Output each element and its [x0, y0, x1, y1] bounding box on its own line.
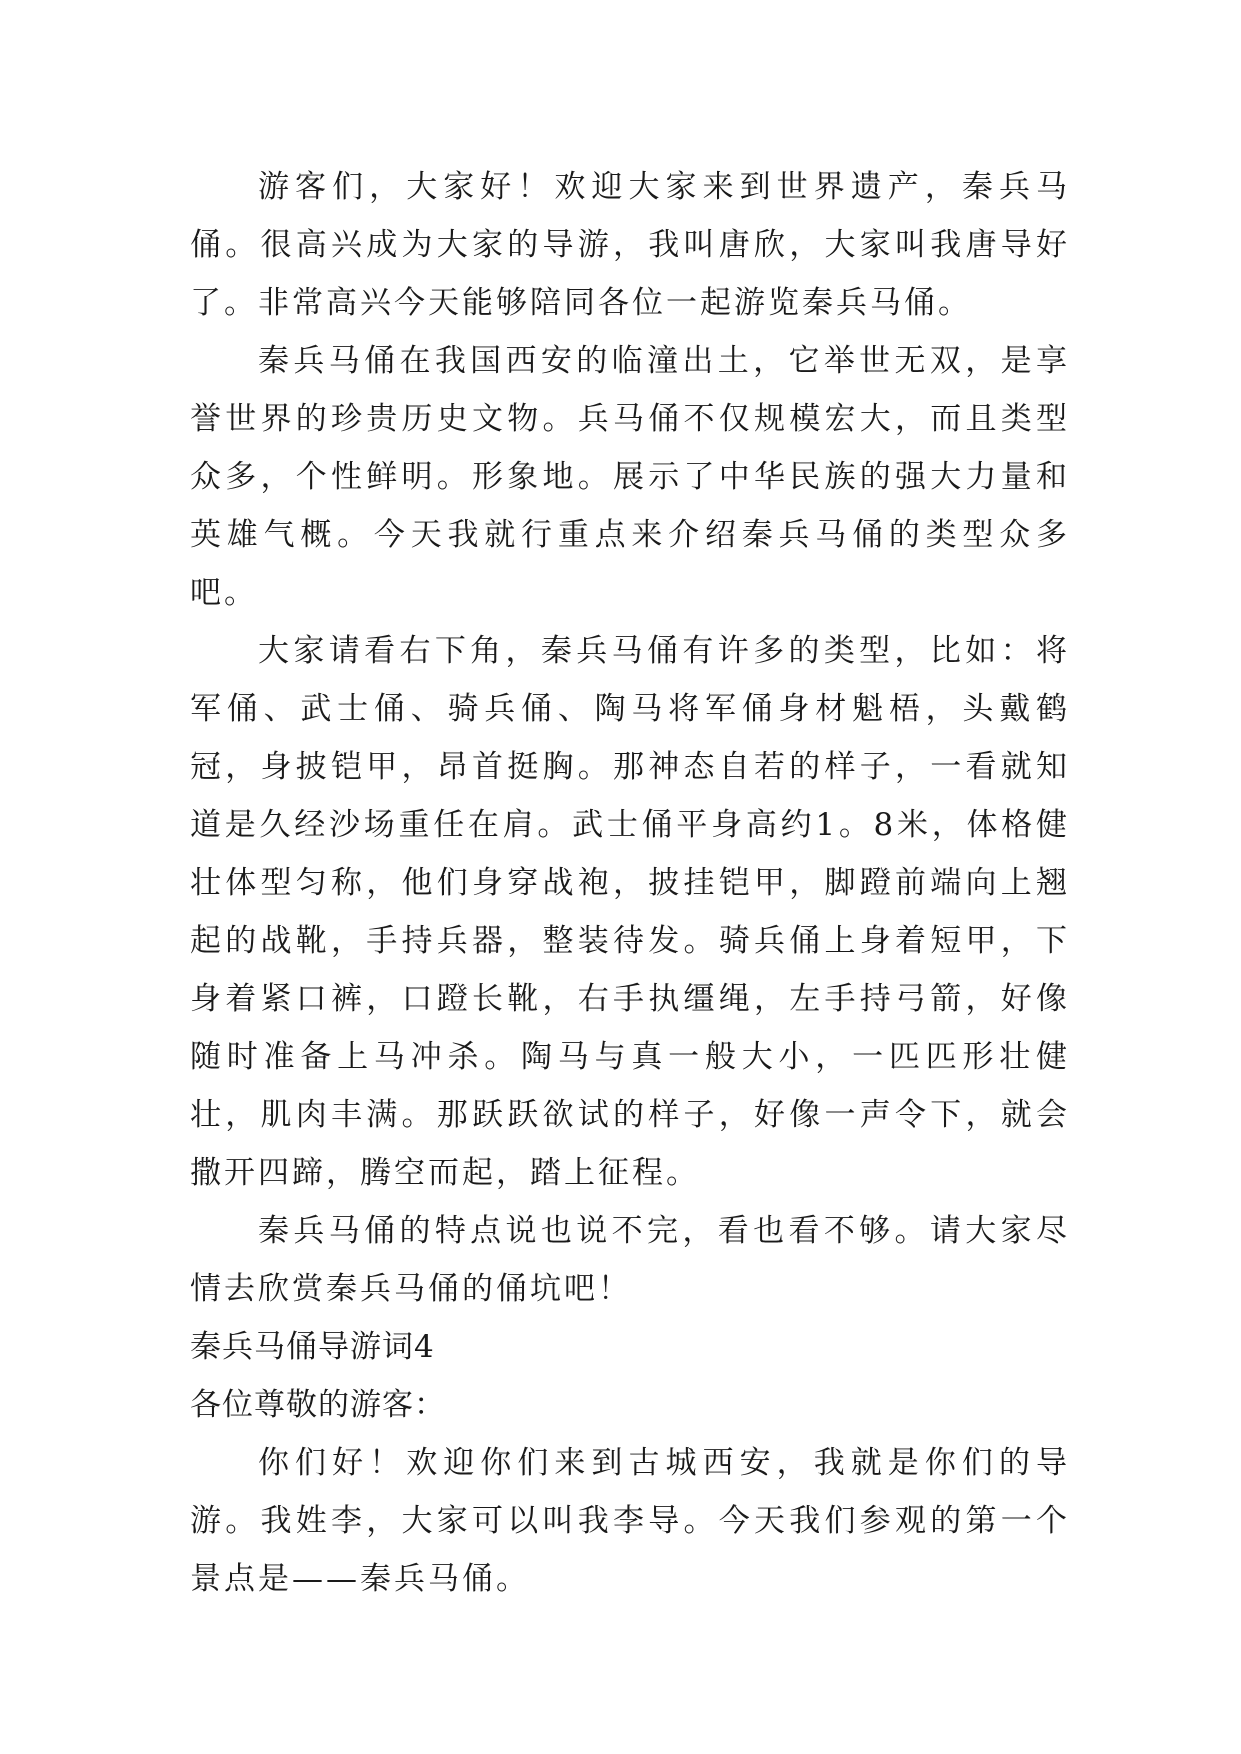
- section-title: 秦兵马俑导游词4: [190, 1329, 435, 1365]
- paragraph-guide-intro: 你们好！欢迎你们来到古城西安，我就是你们的导游。我姓李，大家可以叫我李导。今天我们参观的第一个景点是——秦兵马俑。: [190, 1445, 1070, 1597]
- paragraph-welcome: 游客们，大家好！欢迎大家来到世界遗产，秦兵马俑。很高兴成为大家的导游，我叫唐欣，大家叫我唐导好了。非常高兴今天能够陪同各位一起游览秦兵马俑。: [190, 169, 1070, 321]
- document-body: [190, 158, 1070, 1608]
- paragraph-closing: 秦兵马俑的特点说也说不完，看也看不够。请大家尽情去欣赏秦兵马俑的俑坑吧！: [190, 1213, 1070, 1307]
- greeting-line: 各位尊敬的游客：: [190, 1387, 446, 1423]
- paragraph-figure-types: 大家请看右下角，秦兵马俑有许多的类型，比如：将军俑、武士俑、骑兵俑、陶马将军俑身材魁梧，头戴鹤冠，身披铠甲，昂首挺胸。那神态自若的样子，一看就知道是久经沙场重任在肩。武士俑平身高约1。8米，体格健壮体型匀称，他们身穿战袍，披挂铠甲，脚蹬前端向上翘起的战靴，手持兵器，整装待发。骑兵俑上身着短甲，下身着紧口裤，口蹬长靴，右手执缰绳，左手持弓箭，好像随时准备上马冲杀。陶马与真一般大小，一匹匹形壮健壮，肌肉丰满。那跃跃欲试的样子，好像一声令下，就会撒开四蹄，腾空而起，踏上征程。: [190, 633, 1070, 1191]
- paragraph-introduction: 秦兵马俑在我国西安的临潼出土，它举世无双，是享誉世界的珍贵历史文物。兵马俑不仅规模宏大，而且类型众多，个性鲜明。形象地。展示了中华民族的强大力量和英雄气概。今天我就行重点来介绍秦兵马俑的类型众多吧。: [190, 343, 1070, 611]
